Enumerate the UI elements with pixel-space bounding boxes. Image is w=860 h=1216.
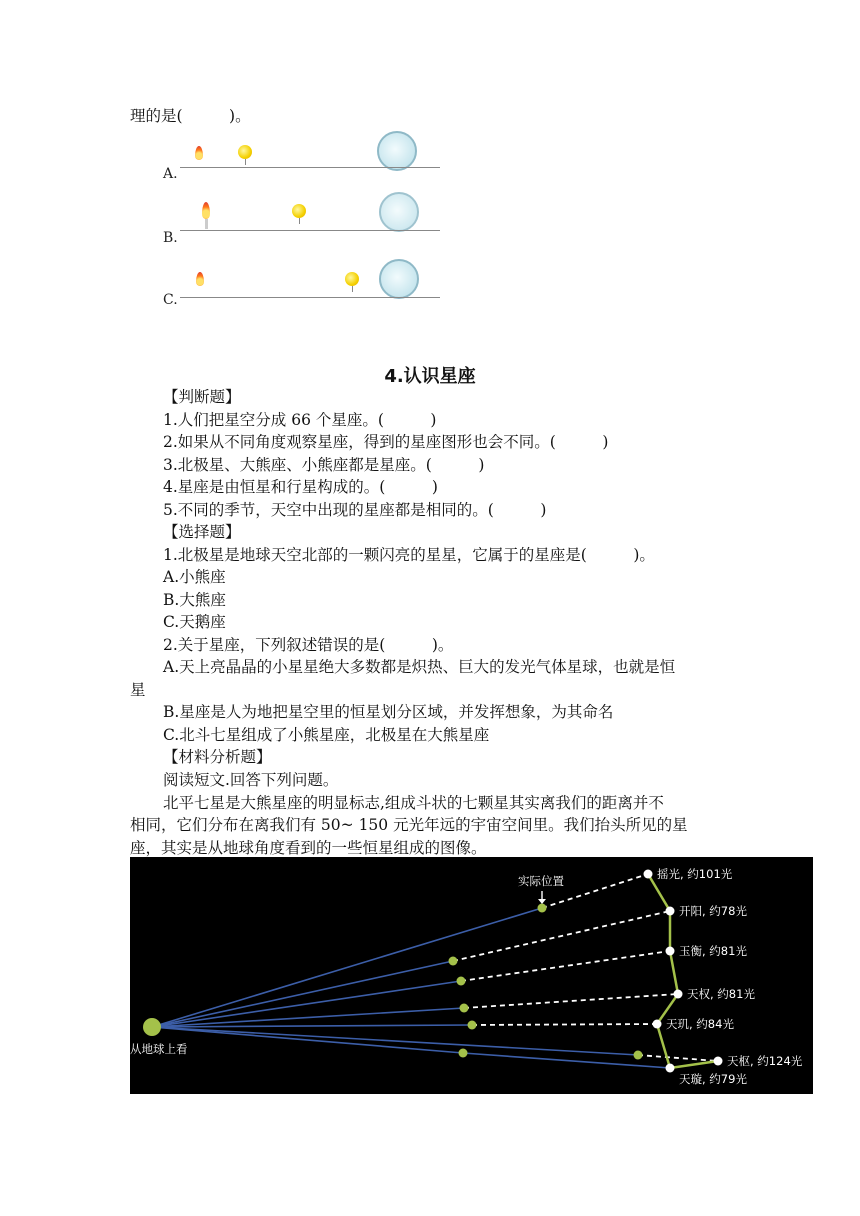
apparent-positions — [143, 904, 643, 1060]
projection-line — [453, 911, 670, 961]
apparent-dot — [449, 957, 458, 966]
material-paragraph-line-3: 座，其实是从地球角度看到的一些恒星组成的图像。 — [130, 839, 487, 857]
apparent-dot — [468, 1021, 477, 1030]
choice-heading: 【选择题】 — [163, 523, 241, 541]
judge-item-5: 5.不同的季节，天空中出现的星座都是相同的。( ) — [163, 501, 547, 519]
table-line — [180, 297, 440, 298]
bulb-stand — [352, 286, 353, 292]
star-tianshu — [714, 1057, 723, 1066]
sight-line — [152, 1027, 638, 1055]
judge-item-2: 2.如果从不同角度观察星座，得到的星座图形也会不同。( ) — [163, 433, 609, 451]
big-dipper-diagram — [130, 857, 813, 1094]
judge-item-4: 4.星座是由恒星和行星构成的。( ) — [163, 478, 438, 496]
option-c-label: C. — [163, 292, 178, 308]
sight-line — [152, 908, 542, 1027]
material-intro: 阅读短文.回答下列问题。 — [163, 771, 339, 789]
apparent-dot — [634, 1051, 643, 1060]
candle-icon — [202, 202, 210, 219]
option-a-label: A. — [163, 166, 178, 182]
star-label-yuheng: 玉衡, 约81光 — [679, 944, 747, 958]
sight-lines — [152, 908, 670, 1068]
star-label-tianji: 天玑, 约84光 — [666, 1017, 734, 1031]
bulb-stand — [299, 218, 300, 224]
globe-icon — [379, 192, 419, 232]
judge-item-1: 1.人们把星空分成 66 个星座。( ) — [163, 411, 437, 429]
star-kaiyang — [666, 907, 675, 916]
globe-icon — [379, 259, 419, 299]
option-b-label: B. — [163, 230, 178, 246]
actual-position-label: 实际位置 — [518, 874, 564, 888]
star-tianquan — [674, 990, 683, 999]
star-label-tianxuan: 天璇, 约79光 — [679, 1072, 747, 1086]
star-label-tianquan: 天权, 约81光 — [687, 987, 755, 1001]
sight-line — [152, 1027, 463, 1053]
star-yaoguang — [644, 870, 653, 879]
star-tianji — [653, 1020, 662, 1029]
choice-q2-option-b: B.星座是人为地把星空里的恒星划分区域，并发挥想象，为其命名 — [163, 703, 614, 721]
star-label-yaoguang: 摇光, 约101光 — [657, 867, 733, 881]
candle-body — [205, 219, 208, 229]
candle-icon — [196, 272, 204, 286]
bulb-icon — [345, 272, 359, 286]
table-line — [180, 167, 440, 168]
big-dipper-figure — [130, 857, 813, 1094]
earth-label: 从地球上看 — [130, 1042, 188, 1056]
bulb-icon — [238, 145, 252, 159]
candle-icon — [195, 146, 203, 160]
star-yuheng — [666, 947, 675, 956]
choice-q1: 1.北极星是地球天空北部的一颗闪亮的星星，它属于的星座是( )。 — [163, 546, 655, 564]
section-title: 4.认识星座 — [384, 366, 476, 387]
choice-q2-option-a: A.天上亮晶晶的小星星绝大多数都是炽热、巨大的发光气体星球，也就是恒 — [163, 658, 676, 676]
actual-pointer-arrow — [538, 899, 546, 904]
material-paragraph-line-2: 相同，它们分布在离我们有 50~ 150 元光年远的宇宙空间里。我们抬头所见的星 — [130, 816, 688, 834]
choice-q2-option-a-cont: 星 — [130, 681, 146, 699]
choice-q1-option-a: A.小熊座 — [163, 568, 226, 586]
projection-line — [464, 994, 678, 1008]
question-tail: 理的是( )。 — [130, 107, 251, 125]
apparent-dot — [459, 1049, 468, 1058]
choice-q2-option-c: C.北斗七星组成了小熊星座，北极星在大熊星座 — [163, 726, 490, 744]
material-paragraph-line-1: 北平七星是大熊星座的明显标志,组成斗状的七颗星其实离我们的距离并不 — [163, 794, 664, 812]
apparent-dot — [538, 904, 547, 913]
sight-line — [152, 1025, 472, 1027]
choice-q1-option-c: C.天鹅座 — [163, 613, 226, 631]
apparent-dot — [460, 1004, 469, 1013]
star-label-tianshu: 天枢, 约124光 — [727, 1054, 803, 1068]
star-label-kaiyang: 开阳, 约78光 — [679, 904, 747, 918]
bulb-stand — [245, 159, 246, 165]
sight-line — [152, 981, 461, 1027]
material-heading: 【材料分析题】 — [163, 748, 272, 766]
table-line — [180, 230, 440, 231]
earth-dot — [143, 1018, 161, 1036]
bulb-icon — [292, 204, 306, 218]
choice-q1-option-b: B.大熊座 — [163, 591, 226, 609]
globe-icon — [377, 131, 417, 171]
judge-heading: 【判断题】 — [163, 388, 241, 406]
projection-line — [461, 951, 670, 981]
choice-q2: 2.关于星座，下列叙述错误的是( )。 — [163, 636, 454, 654]
star-tianxuan — [666, 1064, 675, 1073]
judge-item-3: 3.北极星、大熊座、小熊座都是星座。( ) — [163, 456, 485, 474]
projection-lines — [453, 874, 718, 1061]
projection-line — [472, 1024, 657, 1025]
projection-line — [638, 1055, 718, 1061]
stars — [644, 870, 723, 1073]
apparent-dot — [457, 977, 466, 986]
